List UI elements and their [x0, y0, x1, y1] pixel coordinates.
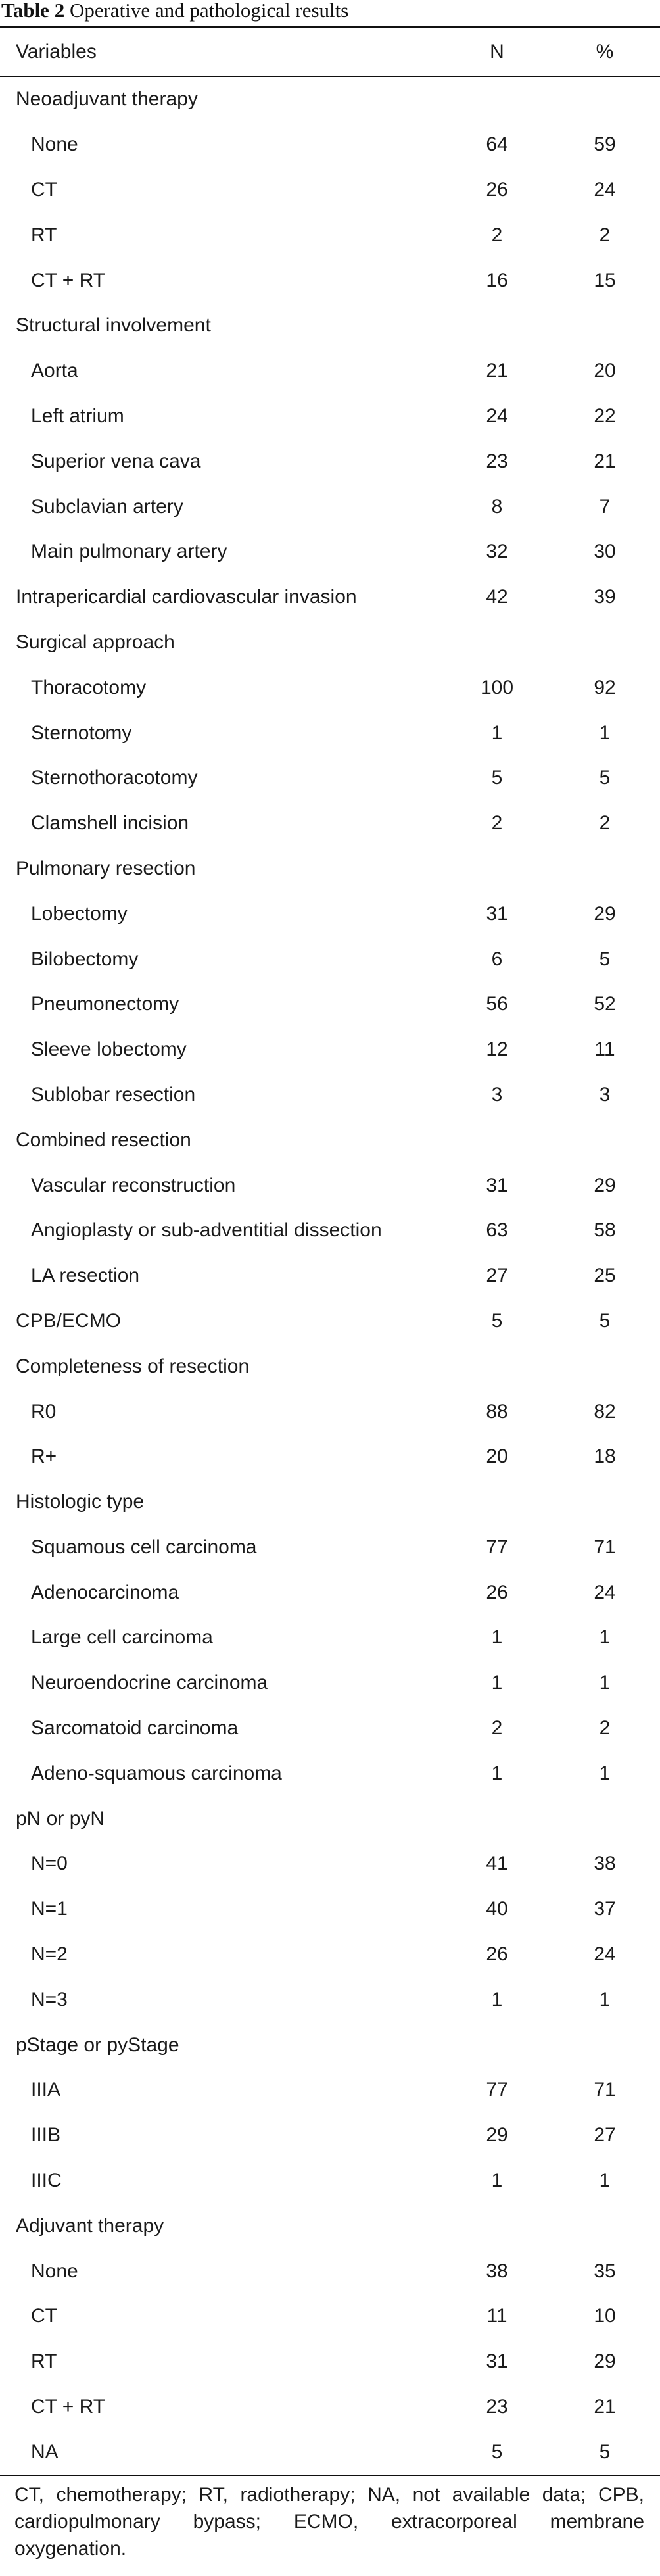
- table-row: [0, 2113, 660, 2158]
- row-n-value: 41: [486, 1853, 508, 1875]
- row-label: Adjuvant therapy: [16, 2214, 164, 2237]
- table-row: [0, 2385, 660, 2430]
- table-caption-label: Table 2: [1, 0, 65, 22]
- row-label: RT: [31, 224, 57, 246]
- row-percent-value: 18: [594, 1446, 616, 1468]
- row-n-value: 5: [491, 1309, 503, 1332]
- table-caption-text: Operative and pathological results: [69, 0, 349, 22]
- row-percent-value: 7: [599, 495, 611, 518]
- table-row: [0, 2203, 660, 2248]
- row-label: N=3: [31, 1988, 68, 2010]
- row-n-value: 16: [486, 269, 508, 291]
- row-n-value: 26: [486, 1581, 508, 1603]
- table-row: [0, 1073, 660, 1118]
- row-label: LA resection: [31, 1265, 140, 1287]
- header-variables: Variables: [16, 41, 97, 62]
- row-label: Sleeve lobectomy: [31, 1038, 187, 1061]
- row-label: Thoracotomy: [31, 676, 147, 698]
- row-label: N=0: [31, 1853, 68, 1875]
- row-n-value: 32: [486, 541, 508, 563]
- table-row: [0, 1344, 660, 1389]
- row-label: Pneumonectomy: [31, 993, 179, 1015]
- row-percent-value: 35: [594, 2260, 616, 2282]
- table-row: [0, 2022, 660, 2068]
- row-label: Superior vena cava: [31, 450, 201, 472]
- table-row: [0, 1299, 660, 1344]
- table-row: [0, 1977, 660, 2022]
- row-n-value: 31: [486, 1174, 508, 1196]
- row-n-value: 2: [491, 812, 503, 835]
- row-label: Pulmonary resection: [16, 857, 196, 879]
- table-row: [0, 982, 660, 1027]
- row-label: Vascular reconstruction: [31, 1174, 236, 1196]
- row-label: Angioplasty or sub-adventitial dissection: [31, 1219, 382, 1242]
- row-label: CT: [31, 2305, 57, 2327]
- table-row: [0, 936, 660, 982]
- row-n-value: 1: [491, 1988, 503, 2010]
- row-percent-value: 59: [594, 134, 616, 156]
- row-percent-value: 82: [594, 1400, 616, 1422]
- row-n-value: 77: [486, 2079, 508, 2101]
- table-row: [0, 2294, 660, 2339]
- row-n-value: 1: [491, 1762, 503, 1784]
- table-row: [0, 1163, 660, 1208]
- row-n-value: 64: [486, 134, 508, 156]
- row-n-value: 2: [491, 1717, 503, 1739]
- row-percent-value: 24: [594, 1581, 616, 1603]
- row-label: NA: [31, 2441, 59, 2463]
- table-row: [0, 1480, 660, 1525]
- table-row: [0, 1661, 660, 1706]
- row-label: Sarcomatoid carcinoma: [31, 1717, 239, 1739]
- row-percent-value: 1: [599, 721, 611, 744]
- row-n-value: 38: [486, 2260, 508, 2282]
- row-n-value: 42: [486, 586, 508, 608]
- row-label: pN or pyN: [16, 1807, 105, 1830]
- table-row: [0, 529, 660, 575]
- row-percent-value: 29: [594, 1174, 616, 1196]
- table-row: [0, 846, 660, 892]
- row-percent-value: 29: [594, 902, 616, 925]
- row-n-value: 27: [486, 1265, 508, 1287]
- row-label: N=1: [31, 1898, 68, 1920]
- row-label: RT: [31, 2350, 57, 2373]
- row-percent-value: 71: [594, 1536, 616, 1558]
- row-percent-value: 2: [599, 812, 611, 835]
- table-row: [0, 1841, 660, 1887]
- table-row: [0, 801, 660, 846]
- table-row: [0, 122, 660, 168]
- row-n-value: 63: [486, 1219, 508, 1242]
- row-n-value: 88: [486, 1400, 508, 1422]
- row-percent-value: 30: [594, 541, 616, 563]
- row-percent-value: 39: [594, 586, 616, 608]
- row-n-value: 31: [486, 902, 508, 925]
- row-percent-value: 92: [594, 676, 616, 698]
- row-n-value: 2: [491, 224, 503, 246]
- row-n-value: 8: [491, 495, 503, 518]
- row-label: Sternothoracotomy: [31, 767, 198, 789]
- table-row: [0, 665, 660, 710]
- row-label: Neoadjuvant therapy: [16, 88, 198, 110]
- table-row: [0, 620, 660, 666]
- row-n-value: 26: [486, 178, 508, 201]
- row-percent-value: 5: [599, 1309, 611, 1332]
- row-label: Main pulmonary artery: [31, 541, 227, 563]
- table-footnote: CT, chemotherapy; RT, radiotherapy; NA, not available data; CPB, cardiopulmonary bypass; ECMO, extracorporeal membrane oxygenation.: [14, 2484, 644, 2560]
- row-label: R0: [31, 1400, 57, 1422]
- row-percent-value: 1: [599, 1762, 611, 1784]
- table-row: [0, 2339, 660, 2385]
- table-row: [0, 1389, 660, 1434]
- row-label: CT + RT: [31, 2396, 106, 2418]
- row-percent-value: 20: [594, 360, 616, 382]
- row-label: Aorta: [31, 360, 78, 382]
- row-n-value: 29: [486, 2124, 508, 2147]
- row-label: Subclavian artery: [31, 495, 183, 518]
- row-label: R+: [31, 1446, 57, 1468]
- row-n-value: 40: [486, 1898, 508, 1920]
- row-label: Sublobar resection: [31, 1083, 196, 1106]
- table-row: [0, 2158, 660, 2204]
- row-percent-value: 1: [599, 2170, 611, 2192]
- row-percent-value: 21: [594, 2396, 616, 2418]
- table-row: [0, 1570, 660, 1615]
- row-label: CPB/ECMO: [16, 1309, 122, 1332]
- row-percent-value: 11: [594, 1038, 615, 1061]
- row-percent-value: 37: [594, 1898, 616, 1920]
- row-percent-value: 38: [594, 1853, 616, 1875]
- row-label: Combined resection: [16, 1129, 191, 1151]
- row-n-value: 5: [491, 2441, 503, 2463]
- row-n-value: 3: [491, 1083, 503, 1106]
- row-label: Large cell carcinoma: [31, 1626, 213, 1649]
- table-row: [0, 303, 660, 349]
- table-row: [0, 1706, 660, 1751]
- row-percent-value: 52: [594, 993, 616, 1015]
- row-n-value: 5: [491, 767, 503, 789]
- table-caption: [0, 0, 660, 26]
- row-n-value: 31: [486, 2350, 508, 2373]
- row-label: Neuroendocrine carcinoma: [31, 1672, 268, 1694]
- table-row: [0, 349, 660, 394]
- table-row: [0, 77, 660, 122]
- row-label: Adeno-squamous carcinoma: [31, 1762, 282, 1784]
- row-n-value: 23: [486, 450, 508, 472]
- row-label: CT: [31, 178, 57, 201]
- table-row: [0, 1796, 660, 1841]
- table-row: [0, 891, 660, 936]
- table-row: [0, 1208, 660, 1253]
- row-percent-value: 2: [599, 1717, 611, 1739]
- row-label: Squamous cell carcinoma: [31, 1536, 257, 1558]
- row-percent-value: 5: [599, 2441, 611, 2463]
- row-n-value: 1: [491, 721, 503, 744]
- row-n-value: 1: [491, 2170, 503, 2192]
- table-row: [0, 710, 660, 756]
- table-row: [0, 1932, 660, 1978]
- row-percent-value: 24: [594, 178, 616, 201]
- row-n-value: 100: [480, 676, 514, 698]
- table-row: [0, 1525, 660, 1570]
- row-label: Lobectomy: [31, 902, 128, 925]
- row-percent-value: 25: [594, 1265, 616, 1287]
- row-label: Surgical approach: [16, 631, 175, 653]
- row-percent-value: 27: [594, 2124, 616, 2147]
- row-n-value: 26: [486, 1943, 508, 1966]
- table-row: [0, 168, 660, 213]
- table-row: [0, 2068, 660, 2113]
- row-label: CT + RT: [31, 269, 106, 291]
- row-label: IIIB: [31, 2124, 61, 2147]
- table-row: [0, 258, 660, 303]
- row-percent-value: 5: [599, 948, 611, 970]
- table-row: [0, 1117, 660, 1163]
- table-row: [0, 756, 660, 801]
- row-label: None: [31, 2260, 78, 2282]
- table-row: [0, 212, 660, 258]
- row-label: Clamshell incision: [31, 812, 189, 835]
- row-n-value: 21: [486, 360, 508, 382]
- row-percent-value: 24: [594, 1943, 616, 1966]
- table-row: [0, 575, 660, 620]
- row-label: IIIC: [31, 2170, 62, 2192]
- row-percent-value: 3: [599, 1083, 611, 1106]
- row-n-value: 56: [486, 993, 508, 1015]
- row-percent-value: 22: [594, 404, 616, 427]
- table-row: [0, 1751, 660, 1796]
- row-percent-value: 15: [594, 269, 616, 291]
- table-body: [0, 77, 660, 2475]
- row-n-value: 20: [486, 1446, 508, 1468]
- table-row: [0, 1887, 660, 1932]
- row-percent-value: 58: [594, 1219, 616, 1242]
- row-n-value: 77: [486, 1536, 508, 1558]
- row-label: Completeness of resection: [16, 1355, 250, 1377]
- row-n-value: 23: [486, 2396, 508, 2418]
- table-row: [0, 2429, 660, 2475]
- table-header-row: Variables N %: [16, 41, 614, 62]
- row-n-value: 6: [491, 948, 503, 970]
- row-label: IIIA: [31, 2079, 61, 2101]
- row-label: pStage or pyStage: [16, 2033, 179, 2056]
- table-row: [0, 394, 660, 439]
- row-label: Bilobectomy: [31, 948, 139, 970]
- row-percent-value: 1: [599, 1988, 611, 2010]
- table-row: [0, 2248, 660, 2294]
- row-percent-value: 1: [599, 1626, 611, 1649]
- table-row: [0, 484, 660, 529]
- row-percent-value: 2: [599, 224, 611, 246]
- row-label: Histologic type: [16, 1491, 145, 1513]
- row-label: Adenocarcinoma: [31, 1581, 179, 1603]
- table-row: [0, 1253, 660, 1299]
- row-percent-value: 10: [594, 2305, 616, 2327]
- row-n-value: 1: [491, 1626, 503, 1649]
- row-label: N=2: [31, 1943, 68, 1966]
- row-label: Left atrium: [31, 404, 124, 427]
- row-percent-value: 29: [594, 2350, 616, 2373]
- table-row: [0, 1434, 660, 1480]
- row-n-value: 1: [491, 1672, 503, 1694]
- row-percent-value: 21: [594, 450, 616, 472]
- table-row: [0, 439, 660, 484]
- row-label: None: [31, 134, 78, 156]
- row-percent-value: 1: [599, 1672, 611, 1694]
- row-n-value: 24: [486, 404, 508, 427]
- row-label: Structural involvement: [16, 314, 211, 337]
- row-label: Sternotomy: [31, 721, 132, 744]
- table-row: [0, 1615, 660, 1661]
- table-row: [0, 1027, 660, 1073]
- row-percent-value: 71: [594, 2079, 616, 2101]
- row-label: Intrapericardial cardiovascular invasion: [16, 586, 357, 608]
- row-n-value: 12: [486, 1038, 508, 1061]
- row-percent-value: 5: [599, 767, 611, 789]
- row-n-value: 11: [486, 2305, 507, 2327]
